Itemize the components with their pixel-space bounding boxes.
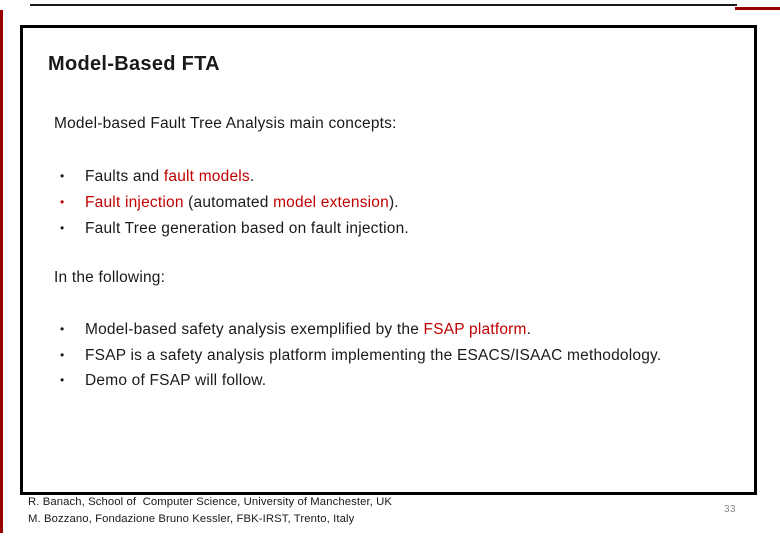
bullet-dot: • <box>60 195 65 209</box>
left-red-accent-line <box>0 10 3 533</box>
bullet-dot: • <box>60 348 65 362</box>
following-label: In the following: <box>54 269 166 286</box>
slide-border-frame <box>20 25 757 495</box>
bullet-item <box>60 219 409 238</box>
bullet-item <box>60 167 254 186</box>
bullet-text: FSAP is a safety analysis platform implementing the ESACS/ISAAC methodology. <box>85 347 662 364</box>
top-edge-line <box>30 4 737 6</box>
top-right-red-dash <box>735 7 780 10</box>
bullet-dot: • <box>60 373 65 387</box>
bullet-dot: • <box>60 169 65 183</box>
bullet-text: Fault Tree generation based on fault injection. <box>85 220 409 237</box>
bullet-item <box>60 193 399 212</box>
bullet-text: Fault injection (automated model extension). <box>85 194 399 211</box>
footer-line-2: M. Bozzano, Fondazione Bruno Kessler, FBK-IRST, Trento, Italy <box>28 513 355 525</box>
bullet-text: Faults and fault models. <box>85 168 255 185</box>
page-number: 33 <box>724 504 737 515</box>
slide-title: Model-Based FTA <box>48 53 220 75</box>
intro-text: Model-based Fault Tree Analysis main concepts: <box>54 115 397 132</box>
bullet-text: Demo of FSAP will follow. <box>85 372 267 389</box>
bullet-dot: • <box>60 221 65 235</box>
bullet-dot: • <box>60 322 65 336</box>
bullet-text: Model-based safety analysis exemplified by the FSAP platform. <box>85 321 532 338</box>
footer-line-1: R. Banach, School of Computer Science, University of Manchester, UK <box>28 496 393 508</box>
bullet-item <box>60 320 531 339</box>
bullet-item <box>60 346 661 365</box>
bullet-item <box>60 371 266 390</box>
